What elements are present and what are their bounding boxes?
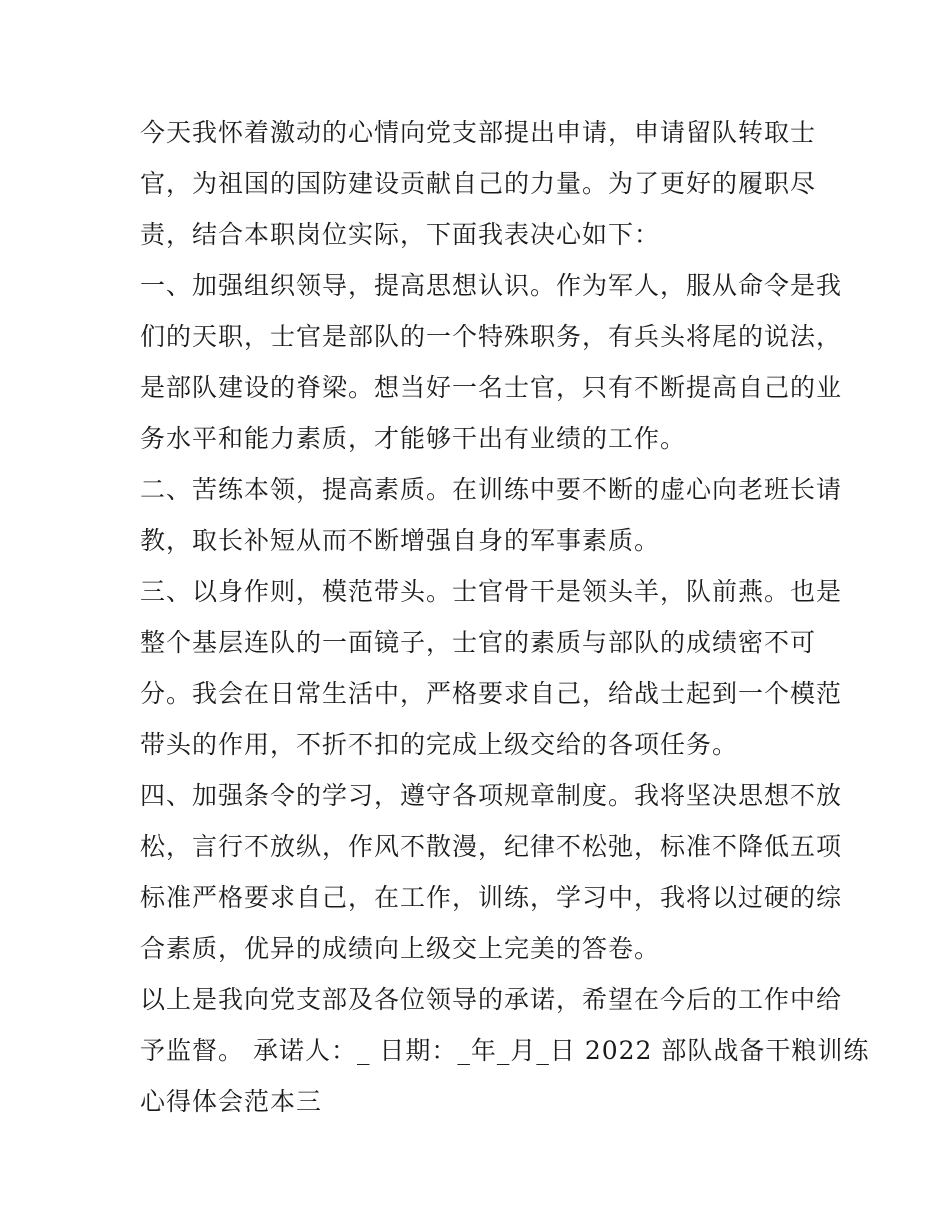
text-line: 二、苦练本领，提高素质。在训练中要不断的虚心向老班长请	[140, 475, 843, 504]
text-line: 一、加强组织领导，提高思想认识。作为军人，服从命令是我	[140, 271, 843, 300]
text-line: 是部队建设的脊梁。想当好一名士官，只有不断提高自己的业	[140, 373, 843, 402]
text-line: 四、加强条令的学习，遵守各项规章制度。我将坚决思想不放	[140, 781, 843, 810]
text-line: 三、以身作则，模范带头。士官骨干是领头羊，队前燕。也是	[140, 577, 843, 606]
text-line: 带头的作用，不折不扣的完成上级交给的各项任务。	[140, 730, 739, 759]
text-line: 分。我会在日常生活中，严格要求自己，给战士起到一个模范	[140, 679, 843, 708]
text-line: 教，取长补短从而不断增强自身的军事素质。	[140, 526, 661, 555]
text-line: 务水平和能力素质，才能够干出有业绩的工作。	[140, 424, 687, 453]
text-line: 松，言行不放纵，作风不散漫，纪律不松弛，标准不降低五项	[140, 832, 843, 861]
text-line: 以上是我向党支部及各位领导的承诺，希望在今后的工作中给	[140, 985, 843, 1014]
text-line: 今天我怀着激动的心情向党支部提出申请，申请留队转取士	[140, 118, 817, 147]
document-body	[140, 107, 870, 1127]
text-line: 予监督。 承诺人：_ 日期：_年_月_日 2022 部队战备干粮训练	[140, 1036, 870, 1065]
text-line: 合素质，优异的成绩向上级交上完美的答卷。	[140, 934, 661, 963]
text-line: 们的天职，士官是部队的一个特殊职务，有兵头将尾的说法，	[140, 322, 843, 351]
text-line: 整个基层连队的一面镜子，士官的素质与部队的成绩密不可	[140, 628, 817, 657]
text-line: 标准严格要求自己，在工作，训练，学习中，我将以过硬的综	[140, 883, 843, 912]
text-line: 官，为祖国的国防建设贡献自己的力量。为了更好的履职尽	[140, 169, 817, 198]
text-line: 心得体会范本三	[140, 1087, 323, 1116]
text-line: 责，结合本职岗位实际，下面我表决心如下：	[140, 220, 661, 249]
